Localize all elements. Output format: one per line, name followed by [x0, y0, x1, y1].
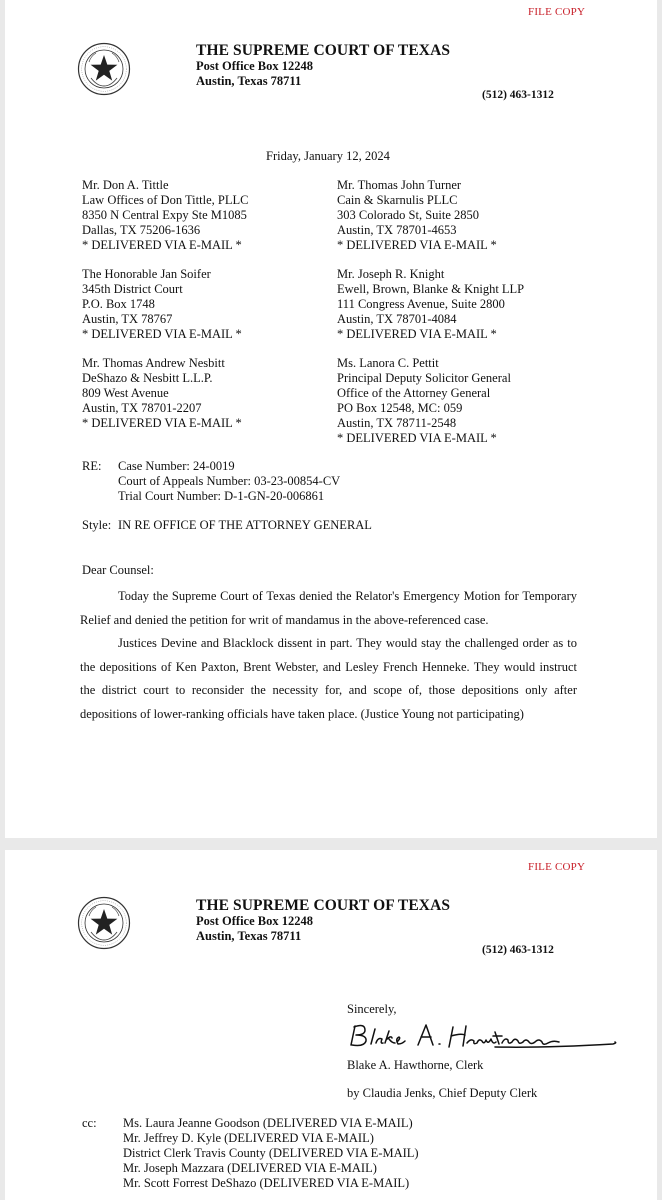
paragraph-1: Today the Supreme Court of Texas denied the Relator's Emergency Motion for Temporary Relief and denied the petition for writ of mandamus in the above-referenced case. [80, 589, 577, 627]
re-label: RE: [82, 459, 102, 473]
address-line: * DELIVERED VIA E-MAIL * [82, 327, 242, 341]
address-line: Ewell, Brown, Blanke & Knight LLP [337, 282, 525, 296]
cc-recipient: District Clerk Travis County (DELIVERED VIA E-MAIL) [123, 1146, 419, 1160]
address-line: 303 Colorado St, Suite 2850 [337, 208, 480, 222]
address-line: 8350 N Central Expy Ste M1085 [82, 208, 247, 222]
addressee-turner [337, 178, 497, 253]
address-line: The Honorable Jan Soifer [82, 267, 211, 281]
address-line: * DELIVERED VIA E-MAIL * [337, 431, 497, 445]
address-line: Austin, TX 78711-2548 [337, 416, 457, 430]
cc-label: cc: [82, 1116, 97, 1130]
addressee-nesbitt [82, 356, 242, 431]
address-line: Mr. Thomas John Turner [337, 178, 462, 192]
address-line: Mr. Don A. Tittle [82, 178, 169, 192]
letter-date: Friday, January 12, 2024 [266, 149, 390, 163]
appeals-number: Court of Appeals Number: 03-23-00854-CV [118, 474, 341, 488]
address-line: Dallas, TX 75206-1636 [82, 223, 201, 237]
trial-court-number: Trial Court Number: D-1-GN-20-006861 [118, 489, 325, 503]
court-address-line1: Post Office Box 12248 [196, 914, 313, 928]
court-name: THE SUPREME COURT OF TEXAS [196, 42, 451, 59]
salutation: Dear Counsel: [82, 563, 154, 577]
cc-recipients [123, 1116, 419, 1191]
cc-recipient: Mr. Jeffrey D. Kyle (DELIVERED VIA E-MAIL) [123, 1131, 374, 1145]
address-line: Austin, TX 78701-4653 [337, 223, 457, 237]
signature-image [345, 1018, 620, 1056]
addressee-soifer [82, 267, 242, 342]
cc-recipient: Mr. Joseph Mazzara (DELIVERED VIA E-MAIL) [123, 1161, 377, 1175]
address-line: P.O. Box 1748 [82, 297, 155, 311]
addressee-tittle [82, 178, 248, 253]
address-line: Ms. Lanora C. Pettit [337, 356, 439, 370]
signer-name: Blake A. Hawthorne, Clerk [347, 1058, 484, 1072]
address-line: Principal Deputy Solicitor General [337, 371, 511, 385]
court-phone: (512) 463-1312 [482, 89, 554, 101]
address-line: 111 Congress Avenue, Suite 2800 [337, 297, 505, 311]
address-line: 809 West Avenue [82, 386, 169, 400]
address-line: Austin, TX 78767 [82, 312, 173, 326]
court-name: THE SUPREME COURT OF TEXAS [196, 897, 451, 914]
file-copy-stamp: FILE COPY [528, 6, 586, 18]
re-case-numbers [118, 459, 340, 504]
closing-sincerely: Sincerely, [347, 1002, 397, 1016]
addressee-pettit [337, 356, 511, 446]
signer-by-line: by Claudia Jenks, Chief Deputy Clerk [347, 1086, 538, 1100]
address-line: PO Box 12548, MC: 059 [337, 401, 463, 415]
address-line: * DELIVERED VIA E-MAIL * [337, 238, 497, 252]
case-number: Case Number: 24-0019 [118, 459, 235, 473]
texas-seal-icon [77, 896, 131, 950]
texas-seal-icon [77, 42, 131, 96]
address-line: Cain & Skarnulis PLLC [337, 193, 458, 207]
letter-page-1 [5, 0, 657, 838]
address-line: Mr. Thomas Andrew Nesbitt [82, 356, 225, 370]
letter-page-2 [5, 850, 657, 1200]
cc-recipient: Mr. Scott Forrest DeShazo (DELIVERED VIA E-MAIL) [123, 1176, 410, 1190]
addressee-knight [337, 267, 524, 342]
address-line: Law Offices of Don Tittle, PLLC [82, 193, 249, 207]
address-line: * DELIVERED VIA E-MAIL * [82, 416, 242, 430]
address-line: Austin, TX 78701-2207 [82, 401, 202, 415]
address-line: Mr. Joseph R. Knight [337, 267, 445, 281]
address-line: * DELIVERED VIA E-MAIL * [82, 238, 242, 252]
paragraph-2: Justices Devine and Blacklock dissent in part. They would stay the challenged order as to the depositions of Ken Paxton, Brent Webster, and Lesley French Henneke. They would instruct the district court to reconsider the necessity for, and scope of, those depositions only after depositions of lower-ranking officials have taken place. (Justice Young not participating) [80, 636, 577, 721]
address-line: 345th District Court [82, 282, 183, 296]
court-address-line2: Austin, Texas 78711 [196, 74, 302, 88]
address-line: * DELIVERED VIA E-MAIL * [337, 327, 497, 341]
address-line: Office of the Attorney General [337, 386, 491, 400]
address-line: Austin, TX 78701-4084 [337, 312, 457, 326]
file-copy-stamp: FILE COPY [528, 861, 586, 873]
style-label: Style: [82, 518, 112, 532]
style-value: IN RE OFFICE OF THE ATTORNEY GENERAL [118, 518, 372, 532]
address-line: DeShazo & Nesbitt L.L.P. [82, 371, 213, 385]
cc-recipient: Ms. Laura Jeanne Goodson (DELIVERED VIA E-MAIL) [123, 1116, 413, 1130]
court-address-line1: Post Office Box 12248 [196, 59, 313, 73]
court-phone: (512) 463-1312 [482, 944, 554, 956]
court-address-line2: Austin, Texas 78711 [196, 929, 302, 943]
